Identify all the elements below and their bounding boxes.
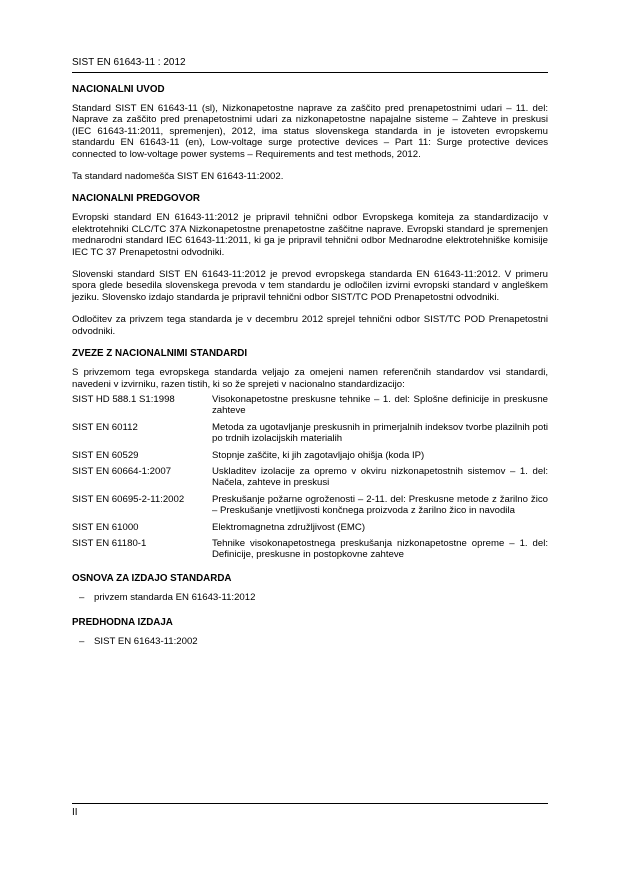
paragraph: Standard SIST EN 61643-11 (sl), Nizkonapetostne naprave za zaščito pred prenapetostnimi udari – 11. del: Naprave za zaščito pred prenapetostnimi udari za nizkonapetostne napajalne sisteme – Zahteve in preskusi (IEC 61643-11:2011, spremenjen), 2012, ima status slovenskega standarda in je istoveten evropskemu standardu EN 61643-11 (en), Low-voltage surge protective devices – Part 11: Surge protective devices connected to low-voltage power systems – Requirements and test methods, 2012.: [72, 103, 548, 160]
list-item: [72, 636, 548, 647]
list-item-text: privzem standarda EN 61643-11:2012: [94, 591, 256, 603]
section-title-predhodna: PREDHODNA IZDAJA: [72, 617, 173, 629]
dash-bullet: –: [79, 636, 85, 648]
paragraph: Ta standard nadomešča SIST EN 61643-11:2002.: [72, 171, 284, 183]
section-title-uvod: NACIONALNI UVOD: [72, 84, 165, 95]
standard-code: SIST EN 61180-1: [72, 537, 147, 549]
standard-description: Elektromagnetna združljivost (EMC): [212, 521, 366, 533]
standard-description: Tehnike visokonapetostnega preskušanja nizkonapetostne opreme – 1. del: Definicije, preskusne in postopkovne zahteve: [212, 537, 548, 561]
standard-code: SIST EN 60112: [72, 421, 138, 433]
table-row: [72, 522, 548, 538]
header-rule: [72, 72, 548, 73]
standard-description: Uskladitev izolacije za opremo v okviru nizkonapetostnih sistemov – 1. del: Načela, zahteve in preskusi: [212, 465, 548, 489]
standard-code: SIST EN 60695-2-11:2002: [72, 493, 185, 505]
dash-bullet: –: [79, 591, 85, 603]
running-header: SIST EN 61643-11 : 2012: [72, 57, 186, 68]
footer-rule: [72, 803, 548, 804]
table-row: [72, 538, 548, 566]
standard-description: Stopnje zaščite, ki jih zagotavljajo ohišja (koda IP): [212, 449, 425, 461]
section-title-predgovor: NACIONALNI PREDGOVOR: [72, 193, 200, 205]
reference-standards-table: [72, 394, 548, 566]
document-body: [72, 84, 548, 662]
table-row: [72, 394, 548, 422]
table-row: [72, 422, 548, 450]
standard-description: Visokonapetostne preskusne tehnike – 1. del: Splošne definicije in preskusne zahteve: [212, 393, 548, 417]
standard-code: SIST EN 60664-1:2007: [72, 465, 172, 477]
standard-description: Metoda za ugotavljanje preskusnih in primerjalnih indeksov tvorbe plazilnih poti po trdnih izolacijskih materialih: [212, 421, 548, 445]
list-item-text: SIST EN 61643-11:2002: [94, 636, 198, 648]
list-item: [72, 592, 548, 603]
table-row: [72, 494, 548, 522]
standard-code: SIST HD 588.1 S1:1998: [72, 393, 175, 405]
page-number: II: [72, 807, 78, 818]
paragraph: Odločitev za privzem tega standarda je v decembru 2012 sprejel tehnični odbor SIST/TC POD Prenapetostni odvodniki.: [72, 314, 548, 337]
standard-code: SIST EN 60529: [72, 449, 139, 461]
predhodna-list: [72, 636, 548, 647]
paragraph: S privzemom tega evropskega standarda veljajo za omejeni namen referenčnih standardov vsi standardi, navedeni v izvirniku, razen tistih, ki so že sprejeti v nacionalno standardizacijo:: [72, 367, 548, 390]
table-row: [72, 466, 548, 494]
section-title-osnova: OSNOVA ZA IZDAJO STANDARDA: [72, 572, 232, 584]
osnova-list: [72, 592, 548, 603]
paragraph: Evropski standard EN 61643-11:2012 je pripravil tehnični odbor Evropskega komiteja za standardizacijo v elektrotehniki CLC/TC 37A Nizkonapetostne prenapetostne zaščitne naprave. Evropski standard je spremenjen mednarodni standard IEC 61643-11:2011, ki ga je pripravil tehnični odbor Mednarodne elektrotehniške komisije IEC TC 37 Prenapetostni odvodniki.: [72, 212, 548, 258]
paragraph: Slovenski standard SIST EN 61643-11:2012 je prevod evropskega standarda EN 61643-11:2012. V primeru spora glede besedila slovenskega prevoda v tem standardu je odločilen izvirni evropski standard v angleškem jeziku. Slovensko izdajo standarda je pripravil tehnični odbor SIST/TC POD Prenapetostni odvodniki.: [72, 269, 548, 303]
section-title-zveze: ZVEZE Z NACIONALNIMI STANDARDI: [72, 348, 248, 360]
standard-description: Preskušanje požarne ogroženosti – 2-11. del: Preskusne metode z žarilno žico – Preskušanje vnetljivosti končnega proizvoda z žarilno žico in navodila: [212, 493, 548, 517]
standard-code: SIST EN 61000: [72, 521, 139, 533]
table-row: [72, 450, 548, 466]
